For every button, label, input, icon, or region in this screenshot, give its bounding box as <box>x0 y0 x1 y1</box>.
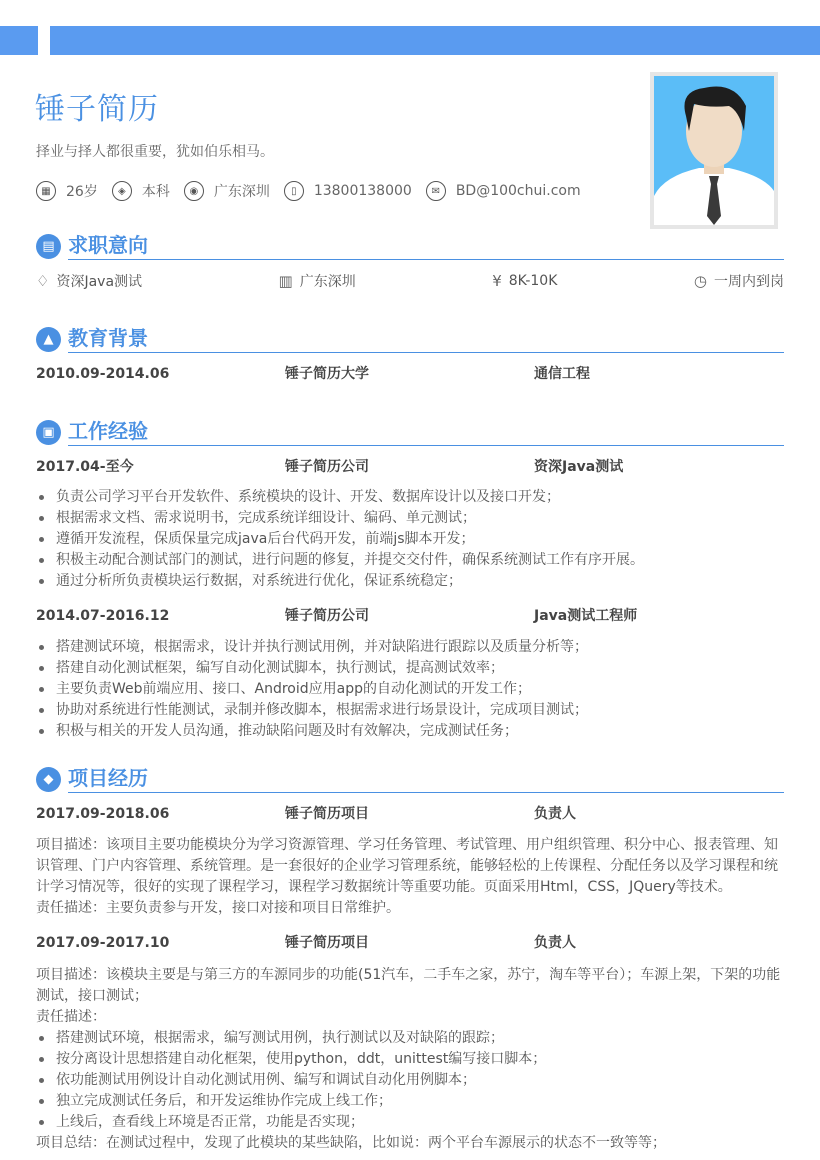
intent-salary: ¥ 8K-10K <box>492 272 558 290</box>
list-item: 搭建测试环境，根据需求，编写测试用例，执行测试以及对缺陷的跟踪； <box>36 1028 784 1049</box>
avatar-illustration <box>654 76 774 225</box>
list-item: 独立完成测试任务后，和开发运维协作完成上线工作； <box>36 1091 784 1112</box>
contact-info <box>36 181 595 201</box>
building-icon: ▥ <box>278 272 293 290</box>
intent-availability: ◷ 一周内到岗 <box>693 272 784 290</box>
list-item: 搭建自动化测试框架，编写自动化测试脚本，执行测试，提高测试效率； <box>36 658 784 679</box>
education-row: 2010.09-2014.06 锤子简历大学 通信工程 <box>36 366 590 382</box>
project-description: 项目描述：该项目主要功能模块分为学习资源管理、学习任务管理、考试管理、用户组织管理、积分中心、报表管理、知识管理、门户内容管理、系统管理。是一套很好的企业学习管理系统，能够轻松的上传课程、分配任务以及学习课程和统计学习情况等，很好的实现了课程学习，课程学习数据统计等重要功能。页面采用Html，CSS，JQuery等技术。 <box>36 837 778 895</box>
contact-phone: ▯ 13800138000 <box>284 181 412 201</box>
header-bar-left <box>0 26 38 55</box>
calendar-icon: ▦ <box>36 181 56 201</box>
list-item: 按分离设计思想搭建自动化框架，使用python，ddt，unittest编写接口脚本； <box>36 1049 784 1070</box>
list-item: 主要负责Web前端应用、接口、Android应用app的自动化测试的开发工作； <box>36 679 784 700</box>
layers-icon: ◆ <box>36 767 61 792</box>
project-row: 2017.09-2017.10 锤子简历项目 负责人 <box>36 935 576 951</box>
tie-icon: ♢ <box>36 272 50 290</box>
contact-email[interactable]: ✉ BD@100chui.com <box>426 181 581 201</box>
project-description: 项目描述：该模块主要是与第三方的车源同步的功能(51汽车，二手车之家，苏宁，淘车等平台）；车源上架，下架的功能测试，接口测试； <box>36 967 781 1004</box>
section-title: 项目经历 <box>68 766 784 793</box>
section-title: 工作经验 <box>68 419 784 446</box>
section-education <box>36 326 784 385</box>
contact-age: ▦ 26岁 <box>36 181 98 201</box>
job-row: 2014.07-2016.12 锤子简历公司 Java测试工程师 <box>36 608 638 624</box>
list-item: 积极与相关的开发人员沟通，推动缺陷问题及时有效解决，完成测试任务； <box>36 721 784 742</box>
intent-position: ♢ 资深Java测试 <box>36 272 143 290</box>
project-row: 2017.09-2018.06 锤子简历项目 负责人 <box>36 806 576 822</box>
list-item: 根据需求文档、需求说明书，完成系统详细设计、编码、单元测试； <box>36 508 784 529</box>
list-item: 搭建测试环境，根据需求，设计并执行测试用例，并对缺陷进行跟踪以及质量分析等； <box>36 637 784 658</box>
briefcase-icon: ▣ <box>36 420 61 445</box>
section-projects <box>36 766 784 1154</box>
mail-icon: ✉ <box>426 181 446 201</box>
project-duty: 责任描述：主要负责参与开发，接口对接和项目日常维护。 <box>36 900 400 916</box>
section-intent <box>36 233 784 291</box>
section-work <box>36 419 784 742</box>
project-duty: 责任描述： <box>36 1009 106 1025</box>
list-item: 协助对系统进行性能测试，录制并修改脚本，根据需求进行场景设计，完成项目测试； <box>36 700 784 721</box>
project-summary: 项目总结：在测试过程中，发现了此模块的某些缺陷，比如说：两个平台车源展示的状态不一致等等； <box>36 1135 666 1151</box>
list-item: 通过分析所负责模块运行数据，对系统进行优化，保证系统稳定； <box>36 571 784 592</box>
yen-icon: ¥ <box>492 272 502 290</box>
contact-degree: ◈ 本科 <box>112 181 170 201</box>
section-title: 求职意向 <box>68 233 784 260</box>
motto: 择业与择人都很重要，犹如伯乐相马。 <box>36 144 274 160</box>
list-item: 遵循开发流程，保质保量完成java后台代码开发，前端js脚本开发； <box>36 529 784 550</box>
resume-name: 锤子简历 <box>35 92 159 127</box>
graduation-icon: ◈ <box>112 181 132 201</box>
job-duties <box>36 487 784 592</box>
job-duties <box>36 637 784 742</box>
clock-icon: ◷ <box>693 272 707 290</box>
graduation-cap-icon: ▲ <box>36 327 61 352</box>
location-icon: ◉ <box>184 181 204 201</box>
list-item: 负责公司学习平台开发软件、系统模块的设计、开发、数据库设计以及接口开发； <box>36 487 784 508</box>
intent-city: ▥ 广东深圳 <box>278 272 356 290</box>
phone-icon: ▯ <box>284 181 304 201</box>
document-icon: ▤ <box>36 234 61 259</box>
job-row: 2017.04-至今 锤子简历公司 资深Java测试 <box>36 459 624 475</box>
project-duties <box>36 1028 784 1133</box>
header-bar <box>50 26 820 55</box>
contact-location: ◉ 广东深圳 <box>184 181 270 201</box>
list-item: 积极主动配合测试部门的测试，进行问题的修复，并提交交付件，确保系统测试工作有序开展。 <box>36 550 784 571</box>
list-item: 依功能测试用例设计自动化测试用例、编写和调试自动化用例脚本； <box>36 1070 784 1091</box>
section-title: 教育背景 <box>68 326 784 353</box>
avatar <box>650 72 778 229</box>
list-item: 上线后，查看线上环境是否正常，功能是否实现； <box>36 1112 784 1133</box>
